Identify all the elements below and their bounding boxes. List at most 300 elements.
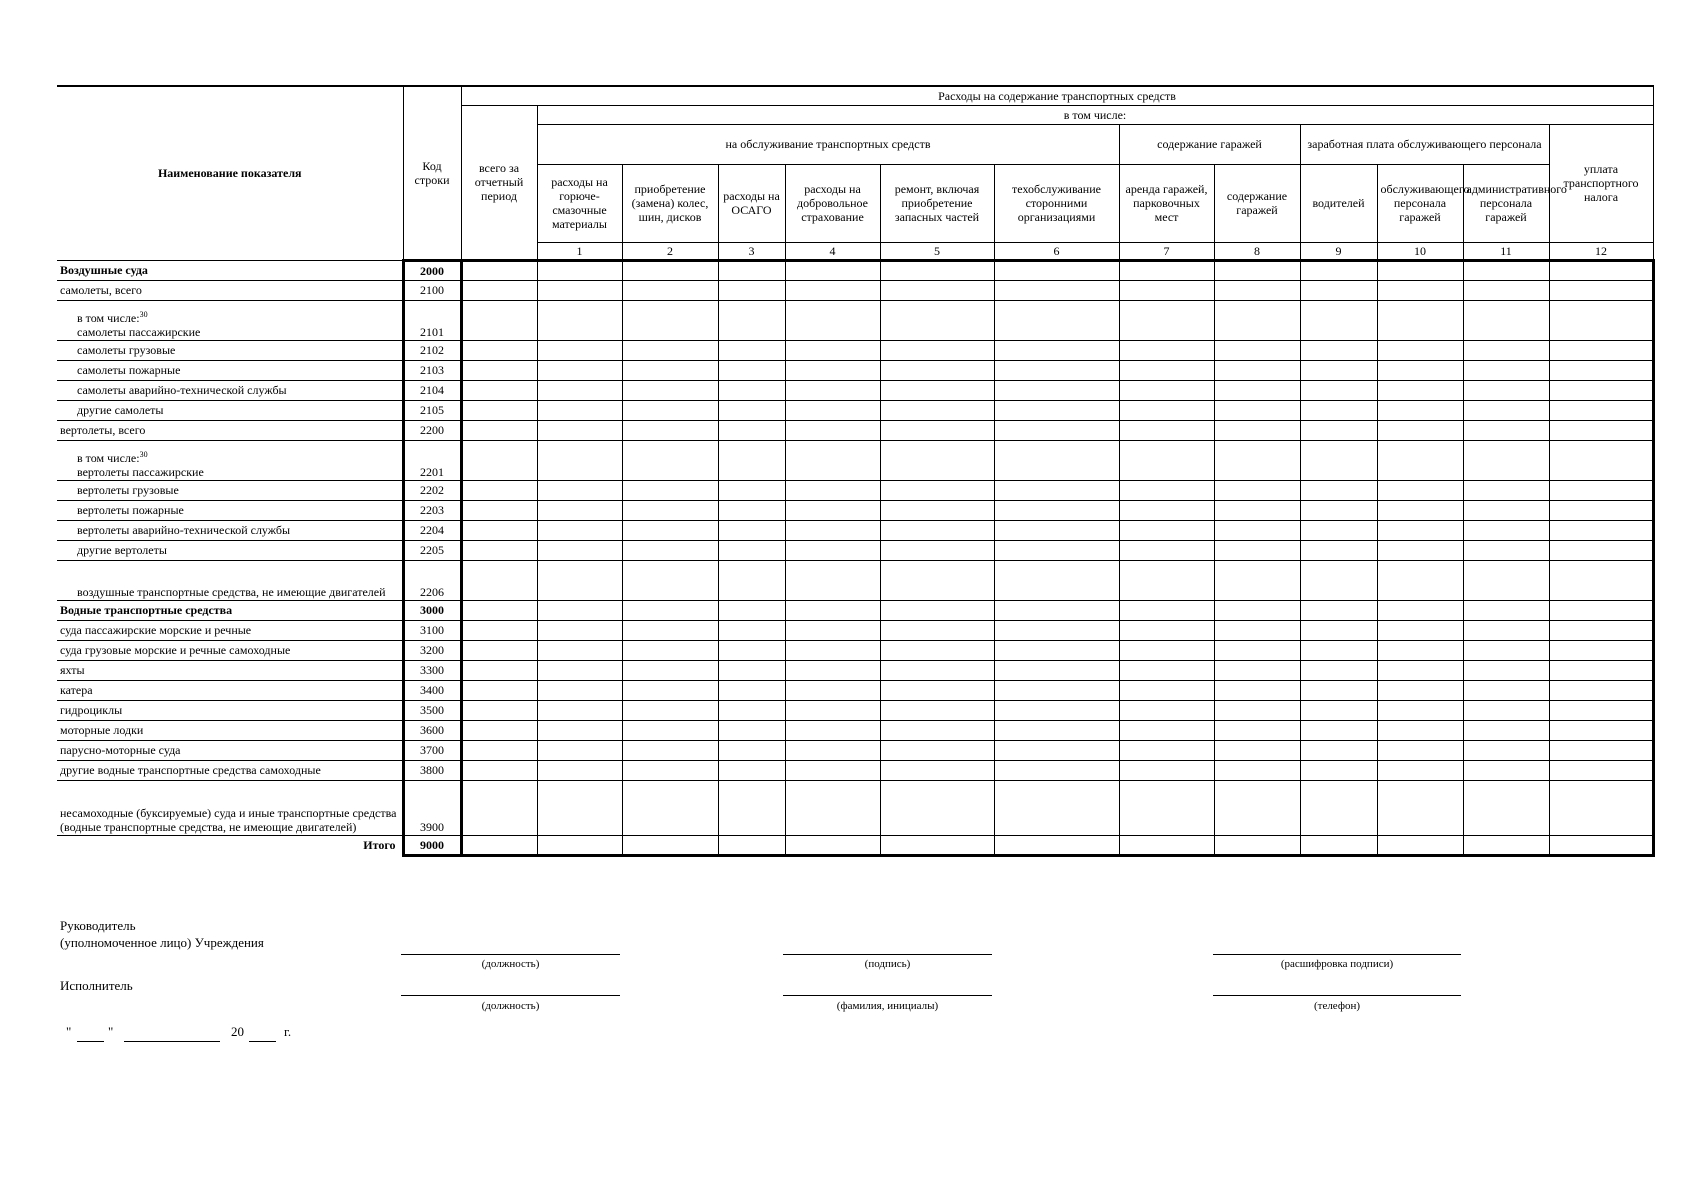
value-cell-col-12[interactable] [1300,720,1377,740]
value-cell-col-9[interactable] [994,700,1119,720]
value-cell-col-8[interactable] [880,620,994,640]
value-cell-col-7[interactable] [785,660,880,680]
value-cell-col-6[interactable] [718,640,785,660]
value-cell-col-7[interactable] [785,835,880,855]
value-cell-col-7[interactable] [785,480,880,500]
value-cell-col-3[interactable] [461,760,537,780]
value-cell-col-7[interactable] [785,380,880,400]
value-cell-col-8[interactable] [880,340,994,360]
value-cell-col-11[interactable] [1214,280,1300,300]
value-cell-col-4[interactable] [537,560,622,600]
value-cell-col-3[interactable] [461,540,537,560]
value-cell-col-4[interactable] [537,260,622,280]
value-cell-col-3[interactable] [461,480,537,500]
value-cell-col-4[interactable] [537,380,622,400]
value-cell-col-13[interactable] [1377,740,1463,760]
value-cell-col-6[interactable] [718,260,785,280]
value-cell-col-7[interactable] [785,400,880,420]
value-cell-col-6[interactable] [718,360,785,380]
value-cell-col-10[interactable] [1119,560,1214,600]
value-cell-col-3[interactable] [461,740,537,760]
value-cell-col-11[interactable] [1214,740,1300,760]
value-cell-col-15[interactable] [1549,780,1653,835]
value-cell-col-11[interactable] [1214,340,1300,360]
value-cell-col-7[interactable] [785,520,880,540]
value-cell-col-9[interactable] [994,360,1119,380]
value-cell-col-9[interactable] [994,835,1119,855]
value-cell-col-12[interactable] [1300,360,1377,380]
value-cell-col-5[interactable] [622,620,718,640]
value-cell-col-5[interactable] [622,720,718,740]
value-cell-col-12[interactable] [1300,300,1377,340]
value-cell-col-12[interactable] [1300,620,1377,640]
value-cell-col-8[interactable] [880,760,994,780]
value-cell-col-9[interactable] [994,560,1119,600]
value-cell-col-11[interactable] [1214,500,1300,520]
value-cell-col-15[interactable] [1549,680,1653,700]
value-cell-col-3[interactable] [461,280,537,300]
value-cell-col-12[interactable] [1300,520,1377,540]
value-cell-col-14[interactable] [1463,280,1549,300]
value-cell-col-8[interactable] [880,660,994,680]
value-cell-col-9[interactable] [994,600,1119,620]
value-cell-col-14[interactable] [1463,360,1549,380]
value-cell-col-15[interactable] [1549,540,1653,560]
value-cell-col-8[interactable] [880,480,994,500]
value-cell-col-6[interactable] [718,740,785,760]
value-cell-col-10[interactable] [1119,360,1214,380]
value-cell-col-13[interactable] [1377,620,1463,640]
value-cell-col-14[interactable] [1463,835,1549,855]
value-cell-col-5[interactable] [622,340,718,360]
value-cell-col-13[interactable] [1377,600,1463,620]
value-cell-col-11[interactable] [1214,260,1300,280]
value-cell-col-3[interactable] [461,440,537,480]
value-cell-col-11[interactable] [1214,700,1300,720]
value-cell-col-3[interactable] [461,300,537,340]
value-cell-col-9[interactable] [994,500,1119,520]
value-cell-col-13[interactable] [1377,280,1463,300]
value-cell-col-5[interactable] [622,835,718,855]
value-cell-col-6[interactable] [718,400,785,420]
value-cell-col-13[interactable] [1377,420,1463,440]
value-cell-col-7[interactable] [785,600,880,620]
value-cell-col-7[interactable] [785,560,880,600]
value-cell-col-11[interactable] [1214,680,1300,700]
value-cell-col-10[interactable] [1119,280,1214,300]
value-cell-col-10[interactable] [1119,680,1214,700]
value-cell-col-12[interactable] [1300,560,1377,600]
value-cell-col-11[interactable] [1214,520,1300,540]
value-cell-col-15[interactable] [1549,520,1653,540]
value-cell-col-13[interactable] [1377,660,1463,680]
value-cell-col-14[interactable] [1463,340,1549,360]
value-cell-col-14[interactable] [1463,640,1549,660]
value-cell-col-4[interactable] [537,420,622,440]
value-cell-col-8[interactable] [880,520,994,540]
value-cell-col-14[interactable] [1463,600,1549,620]
value-cell-col-12[interactable] [1300,500,1377,520]
value-cell-col-13[interactable] [1377,720,1463,740]
value-cell-col-8[interactable] [880,780,994,835]
value-cell-col-7[interactable] [785,300,880,340]
value-cell-col-13[interactable] [1377,760,1463,780]
value-cell-col-7[interactable] [785,420,880,440]
value-cell-col-9[interactable] [994,300,1119,340]
value-cell-col-15[interactable] [1549,280,1653,300]
value-cell-col-3[interactable] [461,360,537,380]
value-cell-col-5[interactable] [622,440,718,480]
value-cell-col-9[interactable] [994,440,1119,480]
value-cell-col-10[interactable] [1119,440,1214,480]
value-cell-col-11[interactable] [1214,540,1300,560]
value-cell-col-13[interactable] [1377,680,1463,700]
value-cell-col-7[interactable] [785,700,880,720]
value-cell-col-11[interactable] [1214,380,1300,400]
value-cell-col-5[interactable] [622,280,718,300]
value-cell-col-5[interactable] [622,500,718,520]
value-cell-col-9[interactable] [994,720,1119,740]
value-cell-col-4[interactable] [537,540,622,560]
value-cell-col-10[interactable] [1119,660,1214,680]
value-cell-col-8[interactable] [880,400,994,420]
value-cell-col-15[interactable] [1549,400,1653,420]
value-cell-col-6[interactable] [718,300,785,340]
value-cell-col-4[interactable] [537,720,622,740]
value-cell-col-12[interactable] [1300,740,1377,760]
value-cell-col-6[interactable] [718,600,785,620]
value-cell-col-12[interactable] [1300,660,1377,680]
value-cell-col-5[interactable] [622,640,718,660]
value-cell-col-4[interactable] [537,300,622,340]
date-year-line[interactable] [249,1041,276,1042]
value-cell-col-10[interactable] [1119,260,1214,280]
value-cell-col-13[interactable] [1377,520,1463,540]
value-cell-col-13[interactable] [1377,300,1463,340]
value-cell-col-9[interactable] [994,420,1119,440]
value-cell-col-8[interactable] [880,640,994,660]
value-cell-col-4[interactable] [537,780,622,835]
value-cell-col-15[interactable] [1549,760,1653,780]
value-cell-col-8[interactable] [880,720,994,740]
value-cell-col-12[interactable] [1300,680,1377,700]
value-cell-col-7[interactable] [785,680,880,700]
value-cell-col-14[interactable] [1463,380,1549,400]
value-cell-col-13[interactable] [1377,360,1463,380]
value-cell-col-13[interactable] [1377,400,1463,420]
value-cell-col-10[interactable] [1119,835,1214,855]
value-cell-col-6[interactable] [718,340,785,360]
value-cell-col-4[interactable] [537,280,622,300]
value-cell-col-15[interactable] [1549,480,1653,500]
value-cell-col-3[interactable] [461,260,537,280]
value-cell-col-4[interactable] [537,700,622,720]
value-cell-col-11[interactable] [1214,660,1300,680]
value-cell-col-15[interactable] [1549,600,1653,620]
value-cell-col-6[interactable] [718,380,785,400]
value-cell-col-8[interactable] [880,380,994,400]
value-cell-col-10[interactable] [1119,500,1214,520]
value-cell-col-9[interactable] [994,280,1119,300]
date-month-line[interactable] [124,1041,220,1042]
value-cell-col-3[interactable] [461,835,537,855]
value-cell-col-12[interactable] [1300,760,1377,780]
value-cell-col-5[interactable] [622,380,718,400]
value-cell-col-14[interactable] [1463,400,1549,420]
value-cell-col-13[interactable] [1377,640,1463,660]
value-cell-col-3[interactable] [461,500,537,520]
value-cell-col-15[interactable] [1549,340,1653,360]
value-cell-col-14[interactable] [1463,300,1549,340]
value-cell-col-5[interactable] [622,540,718,560]
value-cell-col-12[interactable] [1300,700,1377,720]
value-cell-col-15[interactable] [1549,700,1653,720]
value-cell-col-10[interactable] [1119,740,1214,760]
value-cell-col-3[interactable] [461,660,537,680]
value-cell-col-4[interactable] [537,520,622,540]
value-cell-col-7[interactable] [785,540,880,560]
value-cell-col-8[interactable] [880,835,994,855]
value-cell-col-9[interactable] [994,780,1119,835]
value-cell-col-14[interactable] [1463,480,1549,500]
value-cell-col-8[interactable] [880,600,994,620]
value-cell-col-5[interactable] [622,740,718,760]
value-cell-col-9[interactable] [994,520,1119,540]
value-cell-col-9[interactable] [994,260,1119,280]
value-cell-col-14[interactable] [1463,780,1549,835]
value-cell-col-5[interactable] [622,560,718,600]
value-cell-col-13[interactable] [1377,440,1463,480]
value-cell-col-5[interactable] [622,700,718,720]
value-cell-col-14[interactable] [1463,700,1549,720]
value-cell-col-10[interactable] [1119,540,1214,560]
value-cell-col-15[interactable] [1549,560,1653,600]
value-cell-col-8[interactable] [880,500,994,520]
value-cell-col-11[interactable] [1214,835,1300,855]
value-cell-col-11[interactable] [1214,720,1300,740]
value-cell-col-6[interactable] [718,500,785,520]
value-cell-col-6[interactable] [718,420,785,440]
value-cell-col-13[interactable] [1377,340,1463,360]
value-cell-col-12[interactable] [1300,260,1377,280]
value-cell-col-7[interactable] [785,620,880,640]
value-cell-col-6[interactable] [718,720,785,740]
value-cell-col-14[interactable] [1463,540,1549,560]
value-cell-col-15[interactable] [1549,360,1653,380]
value-cell-col-13[interactable] [1377,700,1463,720]
value-cell-col-7[interactable] [785,500,880,520]
value-cell-col-3[interactable] [461,380,537,400]
value-cell-col-10[interactable] [1119,400,1214,420]
value-cell-col-3[interactable] [461,680,537,700]
value-cell-col-15[interactable] [1549,500,1653,520]
value-cell-col-8[interactable] [880,280,994,300]
value-cell-col-10[interactable] [1119,620,1214,640]
value-cell-col-9[interactable] [994,740,1119,760]
value-cell-col-8[interactable] [880,260,994,280]
value-cell-col-8[interactable] [880,740,994,760]
value-cell-col-13[interactable] [1377,480,1463,500]
value-cell-col-13[interactable] [1377,500,1463,520]
value-cell-col-13[interactable] [1377,780,1463,835]
value-cell-col-13[interactable] [1377,260,1463,280]
value-cell-col-4[interactable] [537,640,622,660]
value-cell-col-4[interactable] [537,835,622,855]
value-cell-col-3[interactable] [461,700,537,720]
value-cell-col-14[interactable] [1463,500,1549,520]
value-cell-col-5[interactable] [622,400,718,420]
value-cell-col-14[interactable] [1463,520,1549,540]
value-cell-col-12[interactable] [1300,480,1377,500]
value-cell-col-11[interactable] [1214,400,1300,420]
value-cell-col-12[interactable] [1300,420,1377,440]
value-cell-col-5[interactable] [622,660,718,680]
value-cell-col-6[interactable] [718,620,785,640]
value-cell-col-3[interactable] [461,620,537,640]
value-cell-col-12[interactable] [1300,340,1377,360]
value-cell-col-8[interactable] [880,420,994,440]
value-cell-col-13[interactable] [1377,540,1463,560]
value-cell-col-15[interactable] [1549,835,1653,855]
value-cell-col-9[interactable] [994,380,1119,400]
value-cell-col-4[interactable] [537,760,622,780]
value-cell-col-5[interactable] [622,520,718,540]
value-cell-col-11[interactable] [1214,480,1300,500]
value-cell-col-5[interactable] [622,300,718,340]
value-cell-col-13[interactable] [1377,560,1463,600]
value-cell-col-6[interactable] [718,540,785,560]
value-cell-col-6[interactable] [718,280,785,300]
value-cell-col-15[interactable] [1549,740,1653,760]
value-cell-col-4[interactable] [537,340,622,360]
value-cell-col-5[interactable] [622,780,718,835]
value-cell-col-10[interactable] [1119,760,1214,780]
value-cell-col-14[interactable] [1463,760,1549,780]
value-cell-col-14[interactable] [1463,420,1549,440]
value-cell-col-6[interactable] [718,680,785,700]
value-cell-col-3[interactable] [461,640,537,660]
value-cell-col-14[interactable] [1463,260,1549,280]
value-cell-col-15[interactable] [1549,660,1653,680]
value-cell-col-4[interactable] [537,360,622,380]
value-cell-col-3[interactable] [461,420,537,440]
value-cell-col-12[interactable] [1300,835,1377,855]
value-cell-col-10[interactable] [1119,720,1214,740]
value-cell-col-5[interactable] [622,260,718,280]
value-cell-col-12[interactable] [1300,780,1377,835]
value-cell-col-15[interactable] [1549,640,1653,660]
value-cell-col-7[interactable] [785,640,880,660]
value-cell-col-10[interactable] [1119,780,1214,835]
value-cell-col-7[interactable] [785,280,880,300]
value-cell-col-6[interactable] [718,660,785,680]
value-cell-col-11[interactable] [1214,760,1300,780]
value-cell-col-3[interactable] [461,560,537,600]
value-cell-col-7[interactable] [785,440,880,480]
value-cell-col-3[interactable] [461,520,537,540]
date-day-line[interactable] [77,1041,104,1042]
value-cell-col-5[interactable] [622,360,718,380]
value-cell-col-11[interactable] [1214,600,1300,620]
value-cell-col-12[interactable] [1300,540,1377,560]
value-cell-col-4[interactable] [537,740,622,760]
value-cell-col-14[interactable] [1463,560,1549,600]
value-cell-col-15[interactable] [1549,440,1653,480]
value-cell-col-8[interactable] [880,680,994,700]
value-cell-col-15[interactable] [1549,420,1653,440]
value-cell-col-12[interactable] [1300,440,1377,480]
value-cell-col-6[interactable] [718,760,785,780]
value-cell-col-11[interactable] [1214,560,1300,600]
value-cell-col-10[interactable] [1119,640,1214,660]
value-cell-col-8[interactable] [880,300,994,340]
value-cell-col-3[interactable] [461,780,537,835]
value-cell-col-14[interactable] [1463,720,1549,740]
value-cell-col-10[interactable] [1119,420,1214,440]
value-cell-col-12[interactable] [1300,640,1377,660]
value-cell-col-7[interactable] [785,260,880,280]
value-cell-col-5[interactable] [622,480,718,500]
value-cell-col-15[interactable] [1549,300,1653,340]
value-cell-col-13[interactable] [1377,380,1463,400]
value-cell-col-4[interactable] [537,600,622,620]
value-cell-col-8[interactable] [880,560,994,600]
value-cell-col-14[interactable] [1463,660,1549,680]
value-cell-col-9[interactable] [994,480,1119,500]
value-cell-col-10[interactable] [1119,520,1214,540]
value-cell-col-4[interactable] [537,440,622,480]
value-cell-col-3[interactable] [461,600,537,620]
value-cell-col-7[interactable] [785,340,880,360]
value-cell-col-9[interactable] [994,640,1119,660]
value-cell-col-9[interactable] [994,660,1119,680]
value-cell-col-14[interactable] [1463,440,1549,480]
value-cell-col-8[interactable] [880,440,994,480]
value-cell-col-14[interactable] [1463,740,1549,760]
value-cell-col-4[interactable] [537,660,622,680]
value-cell-col-15[interactable] [1549,380,1653,400]
value-cell-col-5[interactable] [622,420,718,440]
value-cell-col-9[interactable] [994,680,1119,700]
value-cell-col-7[interactable] [785,780,880,835]
value-cell-col-10[interactable] [1119,700,1214,720]
value-cell-col-6[interactable] [718,780,785,835]
value-cell-col-5[interactable] [622,760,718,780]
value-cell-col-8[interactable] [880,360,994,380]
value-cell-col-7[interactable] [785,760,880,780]
value-cell-col-9[interactable] [994,760,1119,780]
value-cell-col-11[interactable] [1214,420,1300,440]
value-cell-col-4[interactable] [537,480,622,500]
value-cell-col-5[interactable] [622,600,718,620]
value-cell-col-4[interactable] [537,620,622,640]
value-cell-col-7[interactable] [785,720,880,740]
value-cell-col-12[interactable] [1300,600,1377,620]
value-cell-col-8[interactable] [880,540,994,560]
value-cell-col-10[interactable] [1119,340,1214,360]
value-cell-col-3[interactable] [461,340,537,360]
value-cell-col-15[interactable] [1549,260,1653,280]
value-cell-col-9[interactable] [994,540,1119,560]
value-cell-col-13[interactable] [1377,835,1463,855]
value-cell-col-6[interactable] [718,560,785,600]
value-cell-col-11[interactable] [1214,640,1300,660]
value-cell-col-11[interactable] [1214,360,1300,380]
value-cell-col-15[interactable] [1549,720,1653,740]
value-cell-col-14[interactable] [1463,620,1549,640]
value-cell-col-15[interactable] [1549,620,1653,640]
value-cell-col-4[interactable] [537,680,622,700]
